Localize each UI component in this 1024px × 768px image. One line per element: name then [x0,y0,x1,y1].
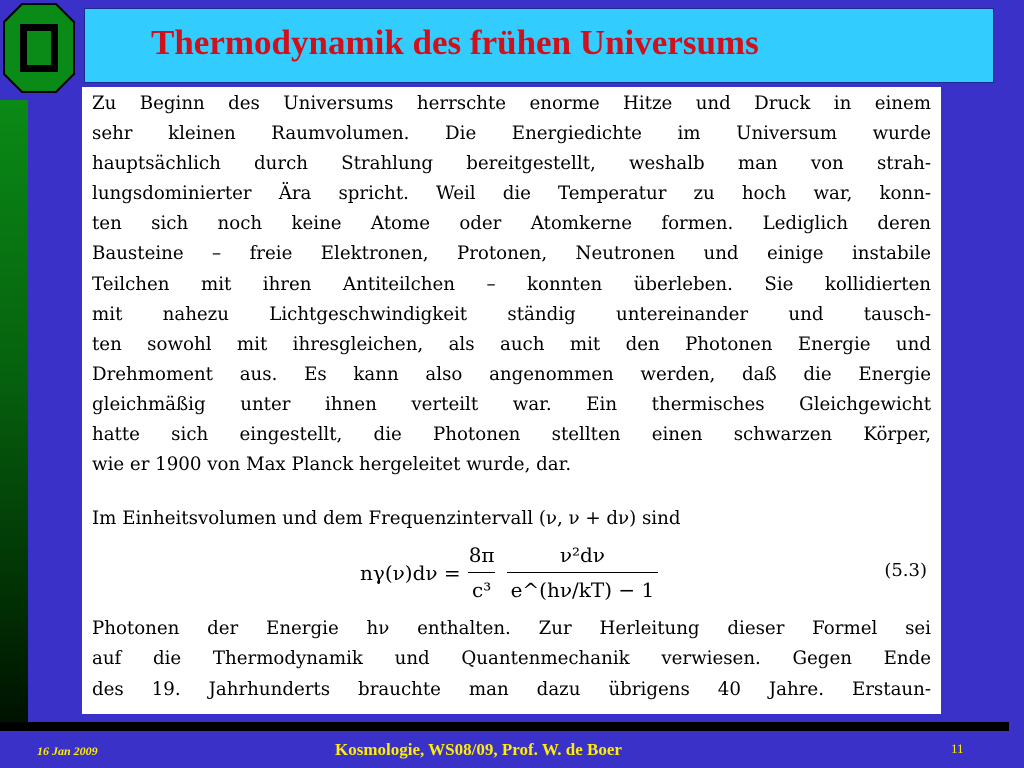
text-line: ten sowohl mit ihresgleichen, als auch mit den Photonen Energie und [92,333,931,355]
text-line: lungsdominierter Ära spricht. Weil die Temperatur zu hoch war, konn- [92,183,931,205]
fraction-denominator: c³ [468,572,495,605]
text-line: Drehmoment aus. Es kann also angenommen werden, daß die Energie [92,363,931,385]
text-line: Zu Beginn des Universums herrschte enorme Hitze und Druck in einem [92,93,931,114]
text-line: gleichmäßig unter ihnen verteilt war. Ein thermisches Gleichgewicht [92,393,931,415]
formula [360,540,662,605]
fraction-planck [507,540,659,605]
formula-lhs: nγ(ν)dν = [360,560,461,585]
text-line: sehr kleinen Raumvolumen. Die Energiedichte im Universum wurde [92,123,931,145]
title-box [84,8,994,83]
footer-date: 16 Jan 2009 [37,744,98,758]
left-accent-bar [0,100,28,722]
text-line: auf die Thermodynamik und Quantenmechanik verwiesen. Gegen Ende [92,648,931,670]
fraction-8pi-c3 [465,540,499,605]
equation-5-3 [92,534,931,614]
equation-number: (5.3) [884,560,927,582]
octagon-logo-icon [0,0,78,96]
text-line: ten sich noch keine Atome oder Atomkerne formen. Lediglich deren [92,213,931,235]
text-line: Bausteine – freie Elektronen, Protonen, Neutronen und einige instabile [92,243,931,265]
fraction-numerator: ν²dν [559,543,605,568]
text-line: Im Einheitsvolumen und dem Frequenzintervall (ν, ν + dν) sind [92,508,681,530]
text-line: mit nahezu Lichtgeschwindigkeit ständig untereinander und tausch- [92,303,931,325]
paragraph-2 [92,504,931,534]
document-content [82,87,941,714]
text-line: hauptsächlich durch Strahlung bereitgestellt, weshalb man von strah- [92,153,931,175]
page-number: 11 [951,741,964,756]
bottom-divider [0,722,1009,731]
text-line: wie er 1900 von Max Planck hergeleitet wurde, dar. [92,454,572,476]
text-line: des 19. Jahrhunderts brauchte man dazu übrigens 40 Jahre. Erstaun- [92,678,931,700]
paragraph-1 [92,89,931,480]
footer-title: Kosmologie, WS08/09, Prof. W. de Boer [335,740,622,759]
text-line: Photonen der Energie hν enthalten. Zur Herleitung dieser Formel sei [92,618,931,640]
paragraph-3 [92,614,931,704]
text-line: Teilchen mit ihren Antiteilchen – konnten überleben. Sie kollidierten [92,273,931,295]
fraction-numerator: 8π [468,543,495,568]
fraction-denominator: e^(hν/kT) − 1 [507,572,659,605]
text-line: hatte sich eingestellt, die Photonen stellten einen schwarzen Körper, [92,424,931,446]
page-title: Thermodynamik des frühen Universums [151,23,759,62]
